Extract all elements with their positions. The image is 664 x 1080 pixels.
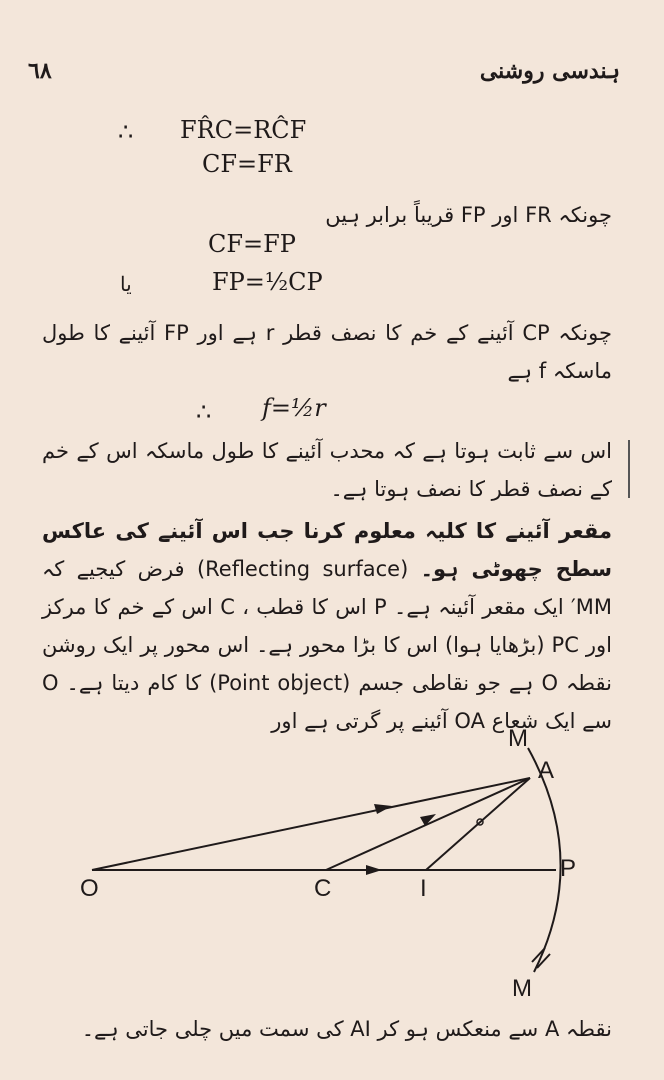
equation-angles: FR̂C=RĈF: [180, 116, 307, 144]
arrow-on-OA: [374, 804, 392, 814]
label-I: I: [420, 875, 427, 902]
label-O: O: [80, 875, 99, 902]
paragraph-fr-fp-equal: چونکہ FR اور FP قریباً برابر ہیں: [325, 203, 612, 227]
label-P: P: [560, 855, 577, 882]
equation-cf-fr: CF=FR: [202, 150, 292, 178]
equation-f-half-r: f=½r: [262, 394, 326, 422]
ya-label: یا: [120, 272, 132, 296]
equation-cf-fp: CF=FP: [208, 230, 296, 258]
label-M-bottom: M: [512, 975, 532, 1002]
arrow-on-axis: [366, 865, 382, 875]
ray-OA: [92, 778, 530, 870]
ray-CA: [326, 778, 530, 870]
mirror-hatch: [532, 948, 545, 962]
therefore-symbol-2: ∴: [196, 398, 212, 426]
paragraph-reflection: نقطہ A سے منعکس ہو کر AI کی سمت میں چلی جاتی ہے۔: [81, 1017, 612, 1041]
paragraph-radius-focal: چونکہ CP آئینے کے خم کا نصف قطر r ہے اور FP آئینے کا طول ماسکہ f ہے: [42, 321, 612, 383]
section-heading: مقعر آئینے کا کلیہ معلوم کرنا جب اس آئینے کی عاکس سطح چھوٹی ہو۔: [42, 519, 612, 581]
page-number: ٦٨: [28, 58, 52, 84]
paragraph-conclusion: اس سے ثابت ہوتا ہے کہ محدب آئینے کا طول ماسکہ اس کے خم کے نصف قطر کا نصف ہوتا ہے۔: [42, 439, 612, 501]
label-A: A: [538, 757, 555, 784]
section-body: (Reflecting surface) فرض کیجیے کہ MM′ ایک مقعر آئینہ ہے۔ P اس کا قطب ، C اس کے خم کا مرکز اور PC (بڑھایا ہوا) اس کا بڑا محور ہے۔ اس محور پر ایک روشن نقطہ O ہے جو نقاطی جسم (Point object) کا کام دیتا ہے۔ O سے ایک شعاع OA آئینے پر گرتی ہے اور: [42, 557, 613, 733]
label-C: C: [314, 875, 332, 902]
label-M-top: M: [508, 725, 528, 752]
running-title: ہندسی روشنی: [479, 58, 620, 84]
therefore-symbol: ∴: [118, 118, 134, 146]
equation-fp-half-cp: FP=½CP: [212, 268, 323, 296]
